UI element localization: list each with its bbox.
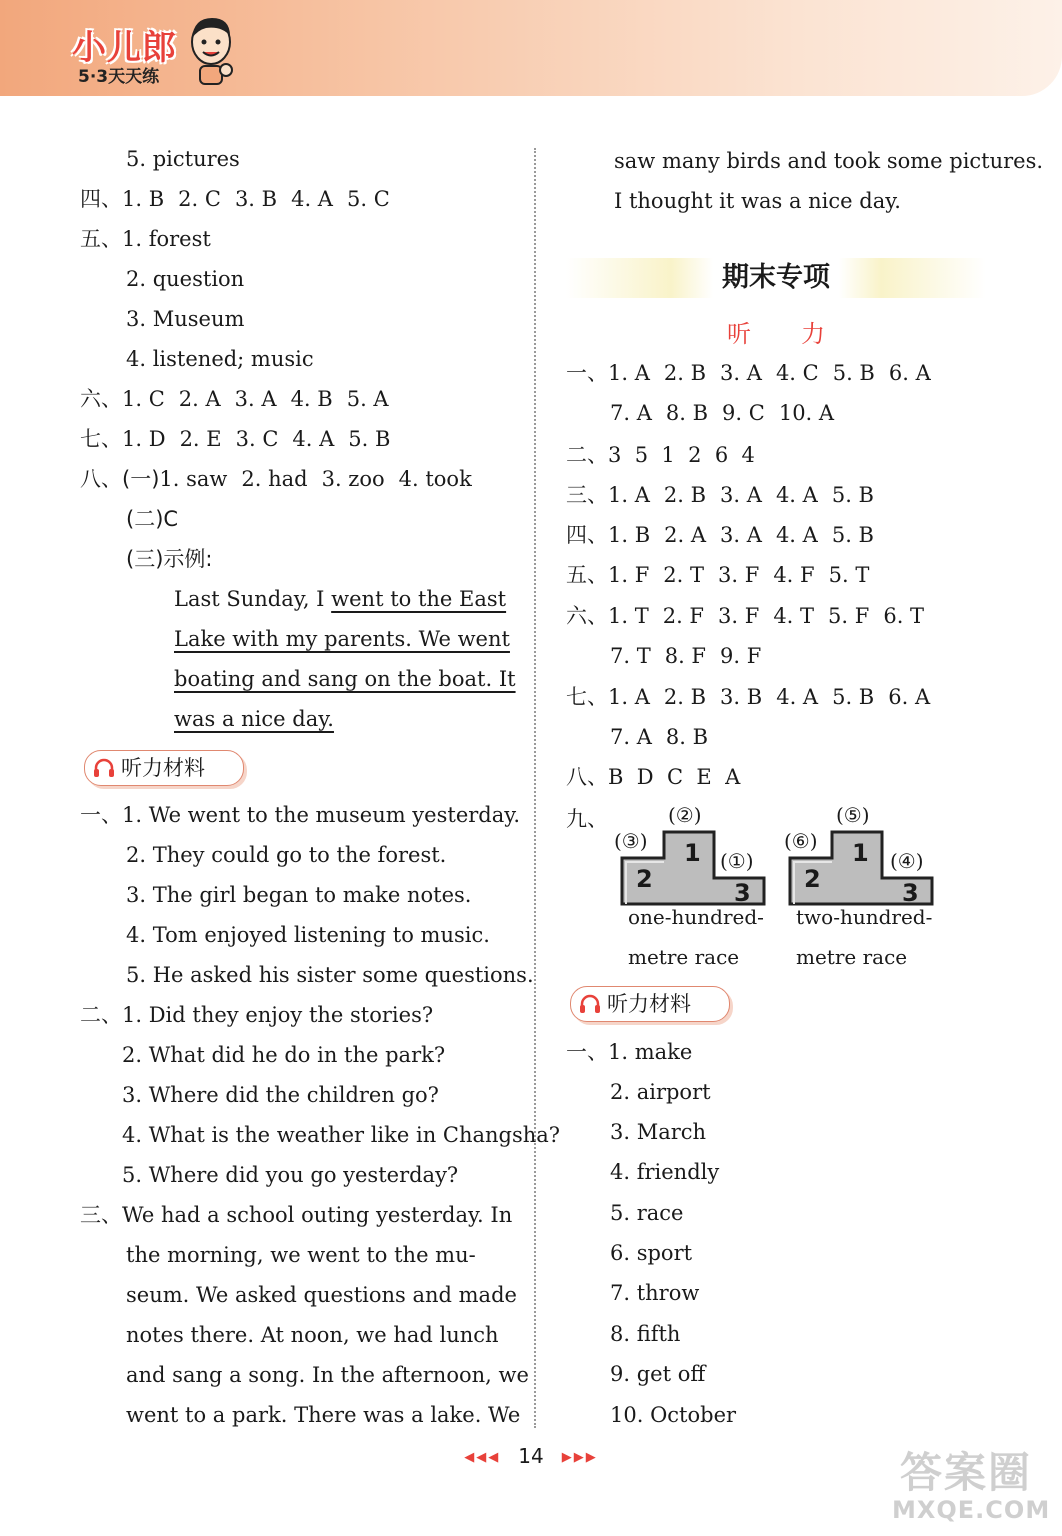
section-label: 一、 bbox=[566, 361, 608, 385]
word: 1. make bbox=[608, 1040, 693, 1064]
answer: 5. C bbox=[346, 187, 390, 211]
answer: 6. T bbox=[883, 604, 925, 628]
section-r8 bbox=[566, 762, 740, 792]
word: 3. March bbox=[610, 1120, 707, 1144]
answer: 2. C bbox=[178, 187, 221, 211]
answer: 3. C bbox=[235, 427, 279, 451]
podium-first-answer: (②) bbox=[668, 803, 702, 827]
essay-line bbox=[174, 704, 334, 734]
answer: 3. F bbox=[718, 604, 760, 628]
essay-underlined: went to the East bbox=[331, 587, 507, 611]
section-label: 三、 bbox=[80, 1203, 122, 1227]
headphone-icon bbox=[579, 994, 601, 1014]
rank-three: 3 bbox=[902, 879, 919, 907]
section-label: 二、 bbox=[80, 1003, 122, 1027]
essay-underlined: boating and sang on the boat. It bbox=[174, 667, 516, 691]
rank-two: 2 bbox=[804, 865, 821, 893]
section-r4 bbox=[566, 520, 888, 550]
sentence: 2. They could go to the forest. bbox=[126, 843, 447, 867]
part-three: (三)示例: bbox=[126, 547, 213, 571]
passage-line: saw many birds and took some pictures. bbox=[614, 149, 1044, 173]
answer-row bbox=[610, 398, 848, 428]
section-r6 bbox=[566, 601, 938, 631]
answer: 2. B bbox=[663, 685, 707, 709]
section-ba bbox=[80, 464, 486, 494]
section-title-band bbox=[566, 258, 986, 298]
answer: 5. B bbox=[348, 427, 391, 451]
passage-line: notes there. At noon, we had lunch bbox=[126, 1323, 499, 1347]
answer: 1. D bbox=[122, 427, 166, 451]
order-answer: 3 5 1 2 6 4 bbox=[608, 443, 755, 467]
answer: 4. A bbox=[775, 523, 818, 547]
answer: 1. A bbox=[608, 483, 650, 507]
word: 8. fifth bbox=[610, 1322, 681, 1346]
answer: 1. T bbox=[608, 604, 649, 628]
answer: 1. A bbox=[608, 685, 650, 709]
answer-row bbox=[610, 722, 722, 752]
answer-line: 2. question bbox=[126, 267, 245, 291]
word: 10. October bbox=[610, 1403, 737, 1427]
passage-line: I thought it was a nice day. bbox=[614, 189, 901, 213]
answer: 5. A bbox=[346, 387, 389, 411]
answer: 4. A bbox=[776, 685, 819, 709]
answer: 5. F bbox=[828, 604, 870, 628]
rank-three: 3 bbox=[734, 879, 751, 907]
answer: 7. A bbox=[610, 725, 652, 749]
section-words bbox=[566, 1037, 692, 1067]
answer: 1. B bbox=[122, 187, 165, 211]
answer: 10. A bbox=[778, 401, 835, 425]
section-label: 七、 bbox=[80, 427, 122, 451]
rank-one: 1 bbox=[852, 839, 869, 867]
answer: 5. B bbox=[831, 483, 874, 507]
section-wu bbox=[80, 224, 211, 254]
essay-line bbox=[174, 584, 506, 614]
essay-line bbox=[174, 664, 516, 694]
podium-second-answer: (③) bbox=[614, 829, 648, 853]
podium-third-answer: (①) bbox=[720, 849, 754, 873]
answer: 7. T bbox=[610, 644, 651, 668]
section-title: 期末专项 bbox=[722, 262, 830, 293]
passage-line: went to a park. There was a lake. We bbox=[126, 1403, 521, 1427]
answer: 1. forest bbox=[122, 227, 211, 251]
sentence: 3. Where did the children go? bbox=[122, 1083, 439, 1107]
word: 5. race bbox=[610, 1201, 684, 1225]
answer: 8. B bbox=[665, 725, 709, 749]
answer: 1. F bbox=[608, 563, 650, 587]
section-qi bbox=[80, 424, 404, 454]
answer: 2. T bbox=[663, 563, 705, 587]
answer: 3. F bbox=[718, 563, 760, 587]
answer: 2. had bbox=[241, 467, 308, 491]
rank-two: 2 bbox=[636, 865, 653, 893]
word: 2. airport bbox=[610, 1080, 711, 1104]
sentence: 1. We went to the museum yesterday. bbox=[122, 803, 520, 827]
answer: 4. C bbox=[775, 361, 819, 385]
section-label: 九、 bbox=[566, 807, 608, 831]
section-l1 bbox=[80, 800, 520, 830]
brand-subtitle: 5·3天天练 bbox=[78, 67, 160, 87]
sentence: 4. Tom enjoyed listening to music. bbox=[126, 923, 490, 947]
section-l2 bbox=[80, 1000, 433, 1030]
podium-second-answer: (⑥) bbox=[784, 829, 818, 853]
sentence: 5. Where did you go yesterday? bbox=[122, 1163, 459, 1187]
section-label: 二、 bbox=[566, 443, 608, 467]
section-label: 六、 bbox=[566, 604, 608, 628]
section-r3 bbox=[566, 480, 888, 510]
section-label: 三、 bbox=[566, 483, 608, 507]
headphone-icon bbox=[93, 758, 115, 778]
part-two: (二)C bbox=[126, 507, 179, 531]
answer: 3. A bbox=[234, 387, 277, 411]
watermark-text: 答案圈 bbox=[900, 1448, 1033, 1497]
answer: 4. B bbox=[290, 387, 333, 411]
passage-line: seum. We asked questions and made bbox=[126, 1283, 517, 1307]
sentence: 4. What is the weather like in Changsha? bbox=[122, 1123, 561, 1147]
answer-line: 3. Museum bbox=[126, 307, 245, 331]
section-label: 六、 bbox=[80, 387, 122, 411]
section-label: 四、 bbox=[80, 187, 122, 211]
section-label: 一、 bbox=[80, 803, 122, 827]
passage-line: the morning, we went to the mu- bbox=[126, 1243, 476, 1267]
listening-material-label: 听力材料 bbox=[607, 992, 691, 1016]
answer: 2. A bbox=[664, 523, 707, 547]
page-number: 14 bbox=[518, 1444, 544, 1468]
answer: 1. saw bbox=[159, 467, 228, 491]
sentence: 5. He asked his sister some questions. bbox=[126, 963, 534, 987]
section-label: 五、 bbox=[566, 563, 608, 587]
word: 9. get off bbox=[610, 1362, 706, 1386]
answer-line: 4. listened; music bbox=[126, 347, 314, 371]
word: 7. throw bbox=[610, 1281, 700, 1305]
listening-material-badge bbox=[570, 986, 730, 1022]
column-divider bbox=[534, 148, 536, 1428]
sentence: 1. Did they enjoy the stories? bbox=[122, 1003, 434, 1027]
section-r5 bbox=[566, 560, 883, 590]
answer: 2. B bbox=[663, 361, 707, 385]
answer: 3. B bbox=[720, 685, 763, 709]
answer: 5. B bbox=[831, 523, 874, 547]
left-arrows-icon: ◀◀◀ bbox=[464, 1450, 501, 1465]
watermark-url: MXQE.COM bbox=[892, 1496, 1051, 1524]
section-label: 八、 bbox=[80, 467, 122, 491]
answer: 3. A bbox=[720, 361, 762, 385]
answer: 2. B bbox=[663, 483, 707, 507]
answer: 4. T bbox=[773, 604, 815, 628]
answer: 6. A bbox=[888, 361, 931, 385]
answer: 3. B bbox=[234, 187, 278, 211]
essay-underlined: Lake with my parents. We went bbox=[174, 627, 510, 651]
word: 6. sport bbox=[610, 1241, 693, 1265]
right-arrows-icon: ▶▶▶ bbox=[561, 1450, 598, 1465]
race-label: metre race bbox=[796, 945, 908, 969]
rank-one: 1 bbox=[684, 839, 701, 867]
section-label: 七、 bbox=[566, 685, 608, 709]
answer: 2. E bbox=[179, 427, 222, 451]
listening-material-badge bbox=[84, 750, 244, 786]
sentence: 3. The girl began to make notes. bbox=[126, 883, 472, 907]
race-label: two-hundred- bbox=[796, 905, 933, 929]
word: 4. friendly bbox=[610, 1160, 720, 1184]
answer-line: 5. pictures bbox=[126, 147, 240, 171]
section-liu bbox=[80, 384, 403, 414]
answer: 8. F bbox=[664, 644, 707, 668]
answer: 1. A bbox=[608, 361, 650, 385]
mascot-icon bbox=[186, 12, 236, 88]
section-l3 bbox=[80, 1200, 512, 1230]
answer: 5. T bbox=[828, 563, 870, 587]
answer: 7. A bbox=[610, 401, 652, 425]
answer: 2. A bbox=[178, 387, 221, 411]
race-label: metre race bbox=[628, 945, 740, 969]
section-label: 一、 bbox=[566, 1040, 608, 1064]
order-answer: B D C E A bbox=[608, 765, 741, 789]
answer: 5. B bbox=[832, 361, 875, 385]
section-r2 bbox=[566, 440, 755, 470]
answer: 3. A bbox=[720, 523, 762, 547]
section-label: 八、 bbox=[566, 765, 608, 789]
watermark-logo bbox=[884, 1438, 1056, 1530]
answer: 3. A bbox=[720, 483, 762, 507]
brand-logo: 小儿郎 bbox=[72, 28, 177, 68]
listening-material-label: 听力材料 bbox=[121, 756, 205, 780]
answer: 8. B bbox=[665, 401, 709, 425]
race-label: one-hundred- bbox=[628, 905, 764, 929]
section-r7 bbox=[566, 682, 944, 712]
section-r1 bbox=[566, 358, 945, 388]
answer: 6. A bbox=[888, 685, 931, 709]
answer: 9. F bbox=[720, 644, 762, 668]
answer: 4. A bbox=[775, 483, 818, 507]
answer: 4. A bbox=[291, 187, 333, 211]
sentence: 2. What did he do in the park? bbox=[122, 1043, 446, 1067]
passage-line: and sang a song. In the afternoon, we bbox=[126, 1363, 529, 1387]
section-label: 四、 bbox=[566, 523, 608, 547]
part-label: (一) bbox=[122, 467, 160, 491]
answer: 1. C bbox=[122, 387, 165, 411]
essay-line bbox=[174, 624, 510, 654]
answer: 9. C bbox=[722, 401, 765, 425]
essay-text: Last Sunday, I bbox=[174, 587, 332, 611]
answer: 2. F bbox=[662, 604, 705, 628]
section-label: 五、 bbox=[80, 227, 122, 251]
subsection-title: 听力 bbox=[727, 320, 875, 348]
podium-first-answer: (⑤) bbox=[836, 803, 870, 827]
answer: 1. B bbox=[608, 523, 651, 547]
podium-third-answer: (④) bbox=[890, 849, 924, 873]
answer: 3. zoo bbox=[321, 467, 385, 491]
answer: 4. F bbox=[773, 563, 815, 587]
answer: 4. A bbox=[292, 427, 335, 451]
essay-underlined: was a nice day. bbox=[174, 707, 334, 731]
section-si bbox=[80, 184, 404, 214]
answer: 5. B bbox=[832, 685, 875, 709]
answer-row bbox=[610, 641, 775, 671]
passage-line: We had a school outing yesterday. In bbox=[122, 1203, 513, 1227]
answer: 4. took bbox=[398, 467, 472, 491]
